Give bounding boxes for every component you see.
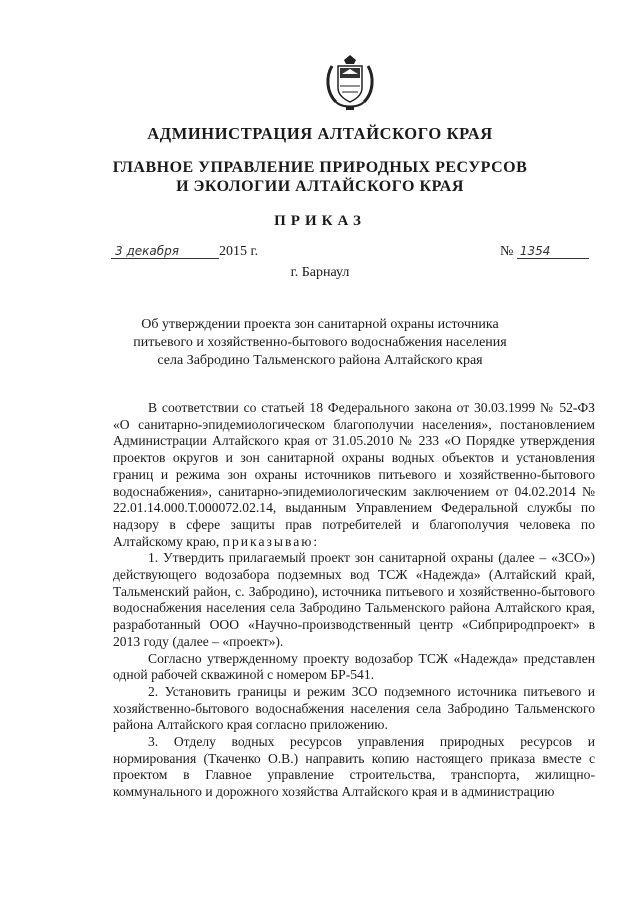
subject-line3: села Забродино Тальменского района Алтайского края bbox=[157, 353, 483, 368]
org-title: АДМИНИСТРАЦИЯ АЛТАЙСКОГО КРАЯ bbox=[147, 124, 493, 143]
number-prefix: № bbox=[500, 244, 514, 259]
coat-of-arms-icon bbox=[322, 52, 378, 112]
paragraph-3: 3. Отделу водных ресурсов управления природных ресурсов и нормирования (Ткаченко О.В.) направить копию настоящего приказа вместе с проектом в Главное управление строительства, транспорта, жилищно-коммунального и дорожного хозяйства Алтайского края и в администрацию bbox=[113, 734, 595, 800]
city: г. Барнаул bbox=[290, 265, 350, 280]
doc-type: ПРИКАЗ bbox=[274, 213, 366, 229]
subject-line2: питьевого и хозяйственно-бытового водоснабжения населения bbox=[133, 335, 507, 350]
paragraph-preamble bbox=[113, 400, 595, 550]
dept-title bbox=[0, 158, 640, 196]
handwritten-date: 3 декабря bbox=[111, 244, 219, 259]
preamble-text: В соответствии со статьей 18 Федерального закона от 30.03.1999 № 52-ФЗ «О санитарно-эпидемиологическом благополучии населения», постановлением Администрации Алтайского края от 31.05.2010 № 233 «О Порядке утверждения проектов округов и зон санитарной охраны водных объектов и установления границ и режима зон охраны источников питьевого и хозяйственно-бытового водоснабжения», санитарно-эпидемиологическим заключением от 04.02.2014 № 22.01.14.000.Т.000072.02.14, выданным Управлением Федеральной службы по надзору в сфере защиты прав потребителей и благополучия человека по Алтайскому краю, bbox=[113, 400, 595, 549]
order-number bbox=[500, 244, 589, 260]
paragraph-1-note: Согласно утвержденному проекту водозабор ТСЖ «Надежда» представлен одной рабочей скважиной с номером БР-541. bbox=[113, 650, 595, 683]
dept-title-line1: ГЛАВНОЕ УПРАВЛЕНИЕ ПРИРОДНЫХ РЕСУРСОВ bbox=[112, 159, 528, 176]
handwritten-number: 1354 bbox=[517, 244, 589, 259]
paragraph-1: 1. Утвердить прилагаемый проект зон санитарной охраны (далее – «ЗСО») действующего водозабора подземных вод ТСЖ «Надежда» (Алтайский край, Тальменский район, с. Забродино), источника питьевого и хозяйственно-бытового водоснабжения населения села Забродино Тальменского района Алтайского края, разработанный ООО «Научно-производственный центр «Сибприродпроект» в 2013 году (далее – «проект»). bbox=[113, 550, 595, 649]
year: 2015 г. bbox=[219, 244, 259, 259]
subject bbox=[0, 316, 640, 370]
subject-line1: Об утверждении проекта зон санитарной охраны источника bbox=[141, 317, 499, 332]
body-text bbox=[113, 400, 595, 801]
order-word: приказываю: bbox=[222, 533, 320, 549]
order-date bbox=[111, 244, 258, 260]
paragraph-2: 2. Установить границы и режим ЗСО подземного источника питьевого и хозяйственно-бытового водоснабжения населения села Забродино Тальменского района Алтайского края согласно приложению. bbox=[113, 683, 595, 733]
dept-title-line2: И ЭКОЛОГИИ АЛТАЙСКОГО КРАЯ bbox=[176, 178, 464, 195]
